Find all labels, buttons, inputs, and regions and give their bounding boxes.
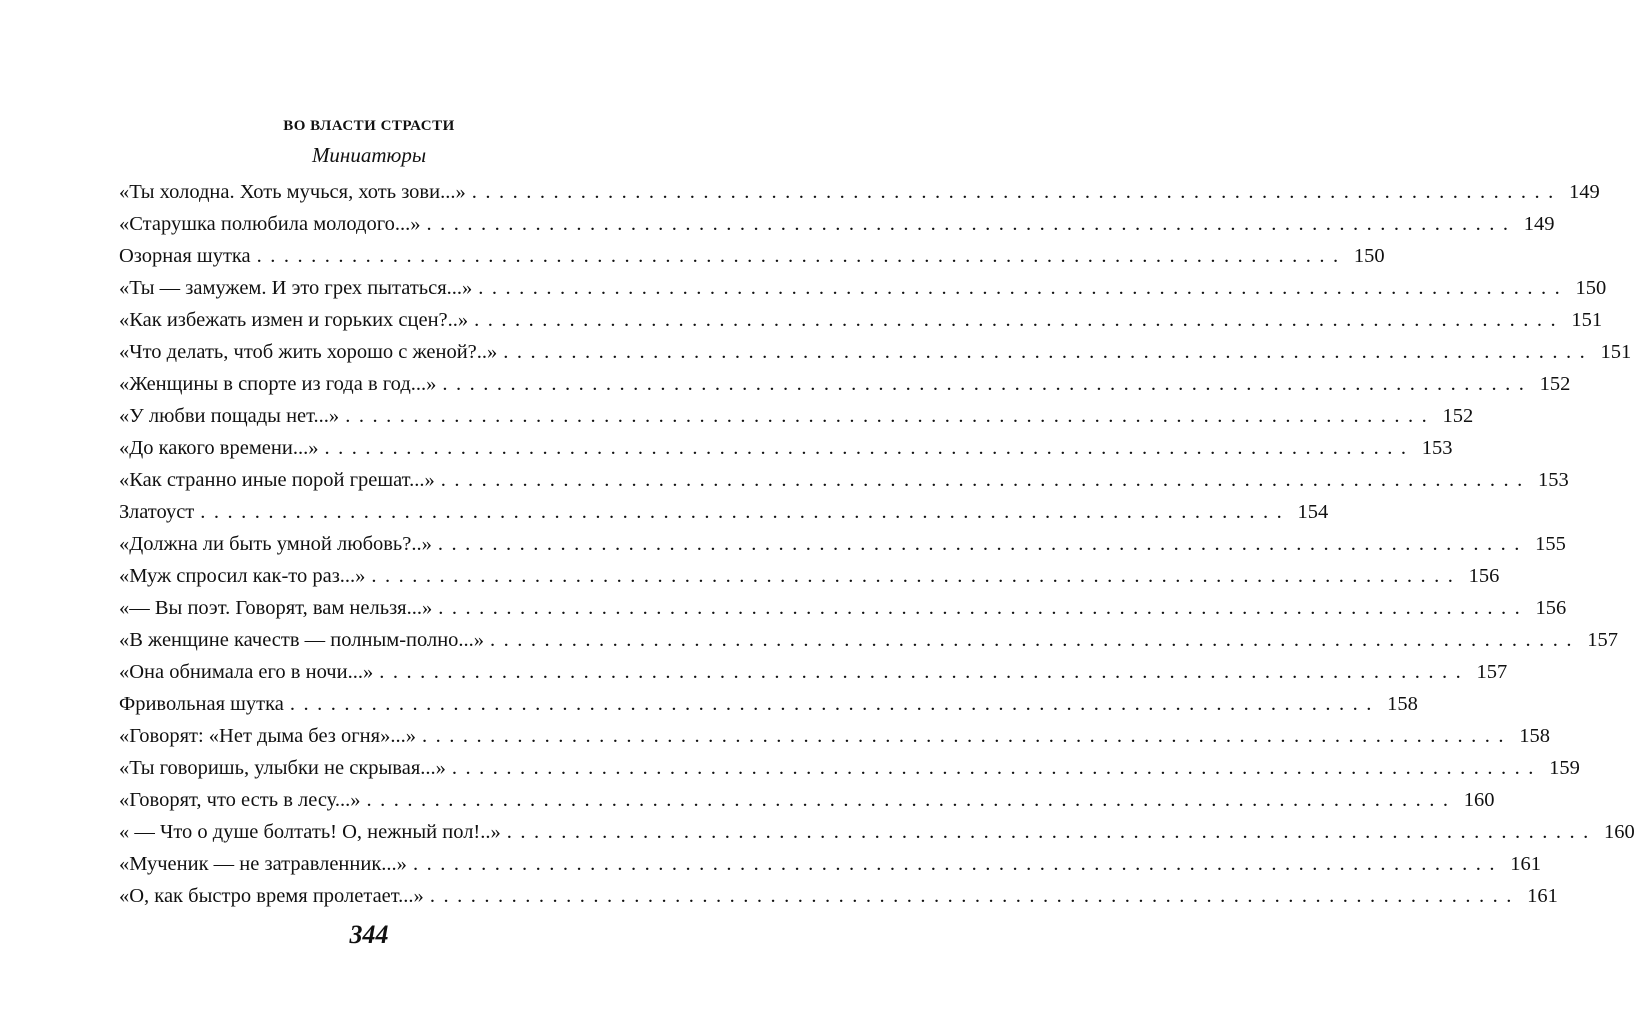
toc-entry-page: 157 [1476, 661, 1508, 683]
dot-leader: ................................................................................ [451, 757, 1542, 779]
toc-entry-title: «Говорят, что есть в лесу...» [119, 789, 361, 811]
toc-entry-title: «О, как быстро время пролетает...» [119, 885, 424, 907]
toc-entry-title: «Должна ли быть умной любовь?..» [119, 533, 432, 555]
toc-entry [119, 844, 1541, 876]
toc-entry [119, 236, 1385, 268]
toc-entry-page: 161 [1510, 853, 1541, 875]
toc-entry-title: «Старушка полюбила молодого...» [119, 213, 421, 235]
toc-entry-page: 158 [1387, 693, 1418, 715]
toc-entry-title: Фривольная шутка [119, 693, 284, 715]
toc-entry-page: 149 [1568, 181, 1600, 203]
toc-entry [119, 460, 1569, 492]
dot-leader: ................................................................................ [490, 629, 1581, 651]
dot-leader: ................................................................................ [426, 213, 1517, 235]
toc-entry [119, 364, 1571, 396]
toc-entry-title: «Муж спросил как-то раз...» [119, 565, 366, 587]
toc-entry-page: 153 [1421, 437, 1453, 459]
toc-entry-title: «У любви пощады нет...» [119, 405, 340, 427]
toc-entry [119, 300, 1603, 332]
toc-entry [119, 396, 1474, 428]
dot-leader: ................................................................................ [478, 277, 1569, 299]
toc-entry-page: 160 [1463, 789, 1495, 811]
toc-entry [119, 268, 1607, 300]
table-of-contents [119, 172, 1635, 908]
toc-entry [119, 428, 1453, 460]
toc-entry-page: 154 [1297, 501, 1329, 523]
toc-entry [119, 492, 1329, 524]
toc-entry-page: 156 [1468, 565, 1500, 587]
toc-entry [119, 748, 1580, 780]
dot-leader: ................................................................................ [438, 597, 1529, 619]
toc-entry [119, 620, 1619, 652]
dot-leader: ................................................................................ [437, 533, 1528, 555]
toc-entry-title: «Мученик — не затравленник...» [119, 853, 407, 875]
toc-entry-title: «Как избежать измен и горьких сцен?..» [119, 309, 469, 331]
toc-entry-title: Златоуст [119, 501, 195, 523]
toc-entry [119, 556, 1500, 588]
toc-entry-page: 161 [1527, 885, 1558, 907]
toc-entry [119, 716, 1550, 748]
toc-entry [119, 780, 1495, 812]
dot-leader: ................................................................................ [474, 309, 1565, 331]
dot-leader: ................................................................................ [379, 661, 1470, 683]
toc-entry [119, 876, 1558, 908]
toc-entry-page: 157 [1587, 629, 1619, 651]
toc-entry-title: «Женщины в спорте из года в год...» [119, 373, 437, 395]
toc-entry [119, 588, 1567, 620]
toc-entry [119, 204, 1555, 236]
toc-entry-title: «В женщине качеств — полным-полно...» [119, 629, 485, 651]
toc-entry-title: «Что делать, чтоб жить хорошо с женой?..» [119, 341, 498, 363]
page-number: 344 [349, 920, 389, 949]
dot-leader: ................................................................................ [371, 565, 1462, 587]
dot-leader: ................................................................................ [366, 789, 1457, 811]
dot-leader: ................................................................................ [442, 373, 1533, 395]
toc-entry-title: «Ты холодна. Хоть мучься, хоть зови...» [119, 181, 466, 203]
toc-entry-page: 149 [1523, 213, 1555, 235]
dot-leader: ................................................................................ [412, 853, 1503, 875]
toc-entry-page: 159 [1549, 757, 1580, 779]
dot-leader: ................................................................................ [429, 885, 1520, 907]
toc-entry-title: «— Вы поэт. Говорят, вам нельзя...» [119, 597, 433, 619]
toc-entry-page: 158 [1519, 725, 1550, 747]
dot-leader: ................................................................................ [471, 181, 1562, 203]
toc-entry-page: 152 [1442, 405, 1474, 427]
dot-leader: ................................................................................ [256, 245, 1347, 267]
toc-entry-title: Озорная шутка [119, 245, 251, 267]
toc-entry-title: «Она обнимала его в ночи...» [119, 661, 374, 683]
toc-entry [119, 172, 1600, 204]
toc-entry [119, 812, 1635, 844]
toc-entry [119, 524, 1566, 556]
toc-entry-title: «Как странно иные порой грешат...» [119, 469, 435, 491]
toc-entry-page: 150 [1353, 245, 1385, 267]
toc-entry [119, 652, 1508, 684]
dot-leader: ................................................................................ [289, 693, 1380, 715]
toc-entry-page: 151 [1600, 341, 1632, 363]
toc-entry-title: «Ты говоришь, улыбки не скрывая...» [119, 757, 446, 779]
toc-entry-title: «Говорят: «Нет дыма без огня»...» [119, 725, 416, 747]
dot-leader: ................................................................................ [503, 341, 1594, 363]
toc-entry-page: 150 [1575, 277, 1607, 299]
dot-leader: ................................................................................ [200, 501, 1291, 523]
dot-leader: ................................................................................ [421, 725, 1512, 747]
toc-entry-page: 156 [1535, 597, 1567, 619]
toc-entry-page: 152 [1539, 373, 1571, 395]
toc-entry-page: 151 [1571, 309, 1603, 331]
dot-leader: ................................................................................ [506, 821, 1597, 843]
section-title: ВО ВЛАСТИ СТРАСТИ [283, 118, 455, 134]
toc-entry-page: 160 [1604, 821, 1635, 843]
toc-entry [119, 332, 1632, 364]
dot-leader: ................................................................................ [324, 437, 1415, 459]
toc-entry-page: 155 [1535, 533, 1566, 555]
toc-entry-page: 153 [1537, 469, 1569, 491]
toc-entry-title: «Ты — замужем. И это грех пытаться...» [119, 277, 473, 299]
toc-entry [119, 684, 1418, 716]
dot-leader: ................................................................................ [440, 469, 1531, 491]
dot-leader: ................................................................................ [345, 405, 1436, 427]
toc-entry-title: «До какого времени...» [119, 437, 319, 459]
toc-entry-title: « — Что о душе болтать! О, нежный пол!..» [119, 821, 501, 843]
section-subtitle: Миниатюры [311, 143, 427, 167]
